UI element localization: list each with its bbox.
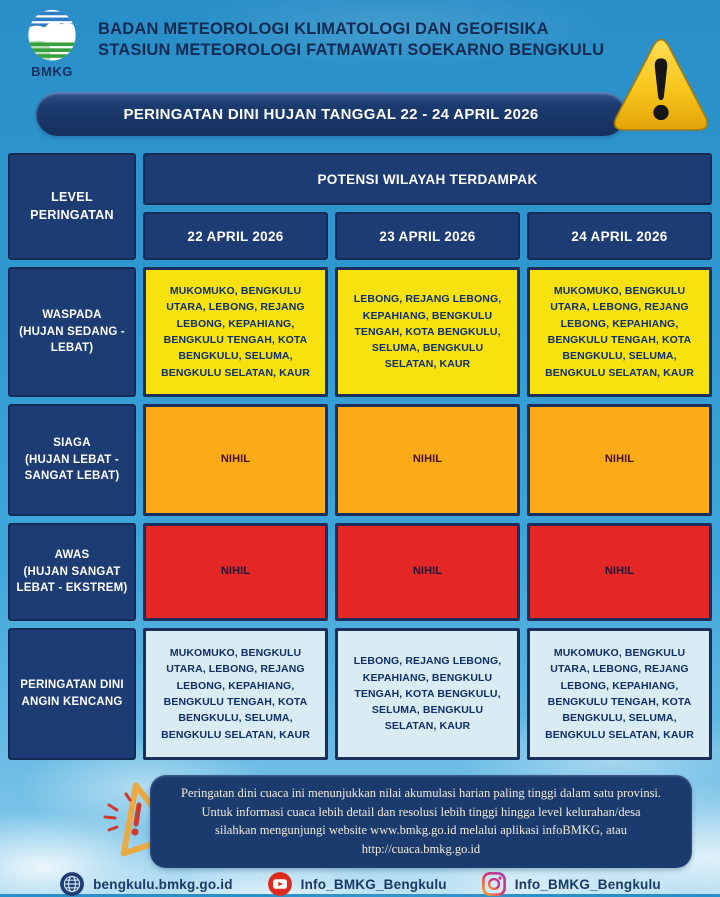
website-label: bengkulu.bmkg.go.id <box>93 876 233 892</box>
table-cell-angin-23: LEBONG, REJANG LEBONG, KEPAHIANG, BENGKULU TENGAH, KOTA BENGKULU, SELUMA, BENGKULU SELATAN, KAUR <box>335 628 520 760</box>
agency-title-line2: STASIUN METEOROLOGI FATMAWATI SOEKARNO BENGKULU <box>98 41 605 60</box>
impact-header-cell: POTENSI WILAYAH TERDAMPAK <box>143 153 712 205</box>
table-cell-siaga-24: NIHIL <box>527 404 712 516</box>
warning-table <box>8 153 712 760</box>
row-sublevel-siaga: (HUJAN LEBAT - SANGAT LEBAT) <box>24 453 120 483</box>
row-level-waspada: WASPADA <box>42 308 102 321</box>
level-header-cell: LEVEL PERINGATAN <box>8 153 136 260</box>
row-level-awas: AWAS <box>54 548 90 561</box>
youtube-label: Info_BMKG_Bengkulu <box>300 876 447 892</box>
footer <box>0 871 720 897</box>
warning-triangle-icon <box>610 36 712 140</box>
table-cell-awas-24: NIHIL <box>527 523 712 621</box>
note-line-1: Peringatan dini cuaca ini menunjukkan nilai akumulasi harian paling tinggi dalam satu provinsi. <box>180 786 662 800</box>
bmkg-logo-label: BMKG <box>31 64 73 79</box>
row-label-waspada <box>8 267 136 397</box>
table-cell-waspada-24: MUKOMUKO, BENGKULU UTARA, LEBONG, REJANG LEBONG, KEPAHIANG, BENGKULU TENGAH, KOTA BENGKULU, SELUMA, BENGKULU SELATAN, KAUR <box>527 267 712 397</box>
note-row <box>0 773 720 859</box>
table-cell-siaga-23: NIHIL <box>335 404 520 516</box>
instagram-icon <box>481 871 507 897</box>
globe-icon <box>59 871 85 897</box>
note-line-3: silahkan mengunjungi website www.bmkg.go.id melalui aplikasi infoBMKG, atau <box>215 823 627 837</box>
row-label-awas <box>8 523 136 621</box>
banner-title: PERINGATAN DINI HUJAN TANGGAL 22 - 24 APRIL 2026 <box>36 92 626 136</box>
website-link <box>59 871 233 897</box>
agency-title-line1: BADAN METEOROLOGI KLIMATOLOGI DAN GEOFISIKA <box>98 20 549 38</box>
youtube-link <box>267 871 447 897</box>
bmkg-logo-icon <box>23 8 81 66</box>
table-cell-angin-24: MUKOMUKO, BENGKULU UTARA, LEBONG, REJANG LEBONG, KEPAHIANG, BENGKULU TENGAH, KOTA BENGKULU, SELUMA, BENGKULU SELATAN, KAUR <box>527 628 712 760</box>
row-sublevel-waspada: (HUJAN SEDANG - LEBAT) <box>19 325 125 355</box>
note-line-2: Untuk informasi cuaca lebih detail dan resolusi lebih tinggi hingga level kelurahan/desa <box>201 804 641 819</box>
table-cell-angin-22: MUKOMUKO, BENGKULU UTARA, LEBONG, REJANG LEBONG, KEPAHIANG, BENGKULU TENGAH, KOTA BENGKULU, SELUMA, BENGKULU SELATAN, KAUR <box>143 628 328 760</box>
bmkg-logo <box>16 8 88 79</box>
agency-title <box>98 8 604 61</box>
row-level-angin-kencang: PERINGATAN DINI ANGIN KENCANG <box>20 679 124 708</box>
date-header-22: 22 APRIL 2026 <box>143 212 328 260</box>
note-url: http://cuaca.bmkg.go.id <box>361 841 481 856</box>
table-cell-waspada-22: MUKOMUKO, BENGKULU UTARA, LEBONG, REJANG LEBONG, KEPAHIANG, BENGKULU TENGAH, KOTA BENGKULU, SELUMA, BENGKULU SELATAN, KAUR <box>143 267 328 397</box>
date-header-24: 24 APRIL 2026 <box>527 212 712 260</box>
date-header-23: 23 APRIL 2026 <box>335 212 520 260</box>
row-level-siaga: SIAGA <box>53 436 91 449</box>
row-label-siaga <box>8 404 136 516</box>
table-cell-siaga-22: NIHIL <box>143 404 328 516</box>
table-cell-waspada-23: LEBONG, REJANG LEBONG, KEPAHIANG, BENGKULU TENGAH, KOTA BENGKULU, SELUMA, BENGKULU SELATAN, KAUR <box>335 267 520 397</box>
table-cell-awas-23: NIHIL <box>335 523 520 621</box>
row-sublevel-awas: (HUJAN SANGAT LEBAT - EKSTREM) <box>16 565 128 595</box>
table-cell-awas-22: NIHIL <box>143 523 328 621</box>
note-box <box>150 775 692 868</box>
row-label-angin-kencang <box>8 628 136 760</box>
instagram-label: Info_BMKG_Bengkulu <box>514 876 661 892</box>
instagram-link <box>481 871 661 897</box>
youtube-icon <box>267 871 293 897</box>
